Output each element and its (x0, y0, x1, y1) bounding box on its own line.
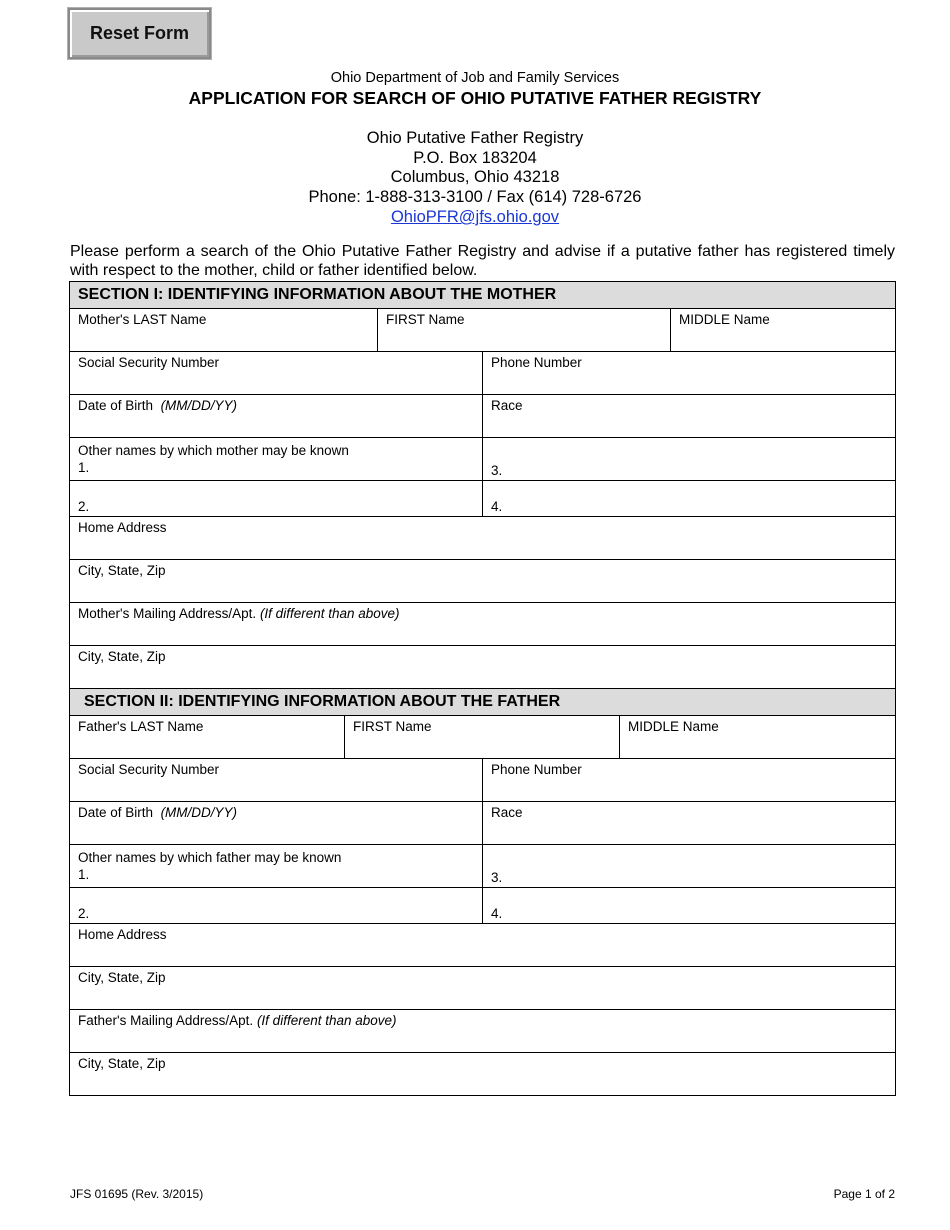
father-race-field[interactable] (483, 802, 896, 845)
father-other-name-3-label: 3. (491, 870, 503, 885)
department-name: Ohio Department of Job and Family Services (330, 70, 620, 86)
mother-other-name-4-field[interactable] (483, 481, 896, 517)
father-ssn-label: Social Security Number (78, 762, 220, 777)
section-1-heading: SECTION I: IDENTIFYING INFORMATION ABOUT THE MOTHER (70, 282, 896, 309)
address-line-1: Ohio Putative Father Registry (366, 129, 584, 147)
mother-phone-label: Phone Number (491, 355, 582, 370)
father-other-name-2-label: 2. (78, 906, 90, 921)
mother-home-address-field[interactable] (70, 517, 896, 560)
father-mailing-address-field[interactable] (70, 1010, 896, 1053)
father-race-label: Race (491, 805, 523, 820)
intro-paragraph: Please perform a search of the Ohio Putative Father Registry and advise if a putative father has registered timely with respect to the mother, child or father identified below. (70, 243, 895, 279)
father-mailing-address-label: Father's Mailing Address/Apt. (78, 1013, 254, 1028)
mother-dob-label: Date of Birth (78, 398, 154, 413)
father-ssn-field[interactable] (70, 759, 483, 802)
form-title: APPLICATION FOR SEARCH OF OHIO PUTATIVE FATHER REGISTRY (188, 88, 762, 108)
father-first-name-label: FIRST Name (353, 719, 432, 734)
father-other-name-1-label: 1. (78, 867, 90, 882)
mother-dob-format: (MM/DD/YY) (160, 398, 238, 413)
father-middle-name-field[interactable] (620, 716, 896, 759)
father-middle-name-label: MIDDLE Name (628, 719, 719, 734)
father-city-state-zip-label: City, State, Zip (78, 970, 166, 985)
father-other-name-1-field[interactable] (70, 845, 483, 888)
father-last-name-field[interactable] (70, 716, 345, 759)
father-dob-format: (MM/DD/YY) (160, 805, 238, 820)
mother-race-field[interactable] (483, 395, 896, 438)
reset-form-button[interactable]: Reset Form (68, 8, 211, 59)
father-other-name-3-field[interactable] (483, 845, 896, 888)
section-2-heading: SECTION II: IDENTIFYING INFORMATION ABOUT THE FATHER (70, 689, 896, 716)
email-line (0, 208, 950, 227)
mother-last-name-field[interactable] (70, 309, 378, 352)
form-id: JFS 01695 (Rev. 3/2015) (70, 1187, 204, 1201)
mother-mailing-address-field[interactable] (70, 603, 896, 646)
mother-ssn-label: Social Security Number (78, 355, 220, 370)
father-dob-field[interactable] (70, 802, 483, 845)
mother-ssn-field[interactable] (70, 352, 483, 395)
father-first-name-field[interactable] (345, 716, 620, 759)
mother-mailing-city-state-zip-field[interactable] (70, 646, 896, 689)
mother-other-name-4-label: 4. (491, 499, 503, 514)
father-city-state-zip-field[interactable] (70, 967, 896, 1010)
mother-dob-field[interactable] (70, 395, 483, 438)
father-other-name-4-field[interactable] (483, 888, 896, 924)
mother-last-name-label: Mother's LAST Name (78, 312, 207, 327)
father-last-name-label: Father's LAST Name (78, 719, 204, 734)
father-home-address-field[interactable] (70, 924, 896, 967)
mother-other-name-3-field[interactable] (483, 438, 896, 481)
mother-city-state-zip-field[interactable] (70, 560, 896, 603)
mother-mailing-city-state-zip-label: City, State, Zip (78, 649, 166, 664)
mother-other-name-2-field[interactable] (70, 481, 483, 517)
application-form-table (69, 281, 896, 1096)
father-other-names-label: Other names by which father may be known (78, 850, 342, 865)
father-phone-label: Phone Number (491, 762, 582, 777)
mother-race-label: Race (491, 398, 523, 413)
father-dob-label: Date of Birth (78, 805, 154, 820)
mother-other-name-2-label: 2. (78, 499, 90, 514)
mother-first-name-field[interactable] (378, 309, 671, 352)
mother-other-name-1-field[interactable] (70, 438, 483, 481)
mother-mailing-address-label: Mother's Mailing Address/Apt. (78, 606, 257, 621)
mother-other-names-label: Other names by which mother may be known (78, 443, 349, 458)
email-link[interactable]: OhioPFR@jfs.ohio.gov (390, 208, 560, 226)
address-line-3: Columbus, Ohio 43218 (390, 168, 560, 186)
mother-city-state-zip-label: City, State, Zip (78, 563, 166, 578)
father-phone-field[interactable] (483, 759, 896, 802)
mother-middle-name-label: MIDDLE Name (679, 312, 770, 327)
mother-first-name-label: FIRST Name (386, 312, 465, 327)
father-mailing-city-state-zip-label: City, State, Zip (78, 1056, 166, 1071)
father-other-name-4-label: 4. (491, 906, 503, 921)
father-other-name-2-field[interactable] (70, 888, 483, 924)
mother-other-name-1-label: 1. (78, 460, 90, 475)
father-home-address-label: Home Address (78, 927, 167, 942)
father-mailing-city-state-zip-field[interactable] (70, 1053, 896, 1096)
mother-phone-field[interactable] (483, 352, 896, 395)
page-number: Page 1 of 2 (833, 1187, 895, 1201)
phone-fax: Phone: 1-888-313-3100 / Fax (614) 728-6726 (308, 188, 642, 206)
mother-middle-name-field[interactable] (671, 309, 896, 352)
mother-other-name-3-label: 3. (491, 463, 503, 478)
father-mailing-note: (If different than above) (256, 1013, 397, 1028)
address-line-2: P.O. Box 183204 (413, 149, 537, 167)
mother-mailing-note: (If different than above) (259, 606, 400, 621)
mother-home-address-label: Home Address (78, 520, 167, 535)
